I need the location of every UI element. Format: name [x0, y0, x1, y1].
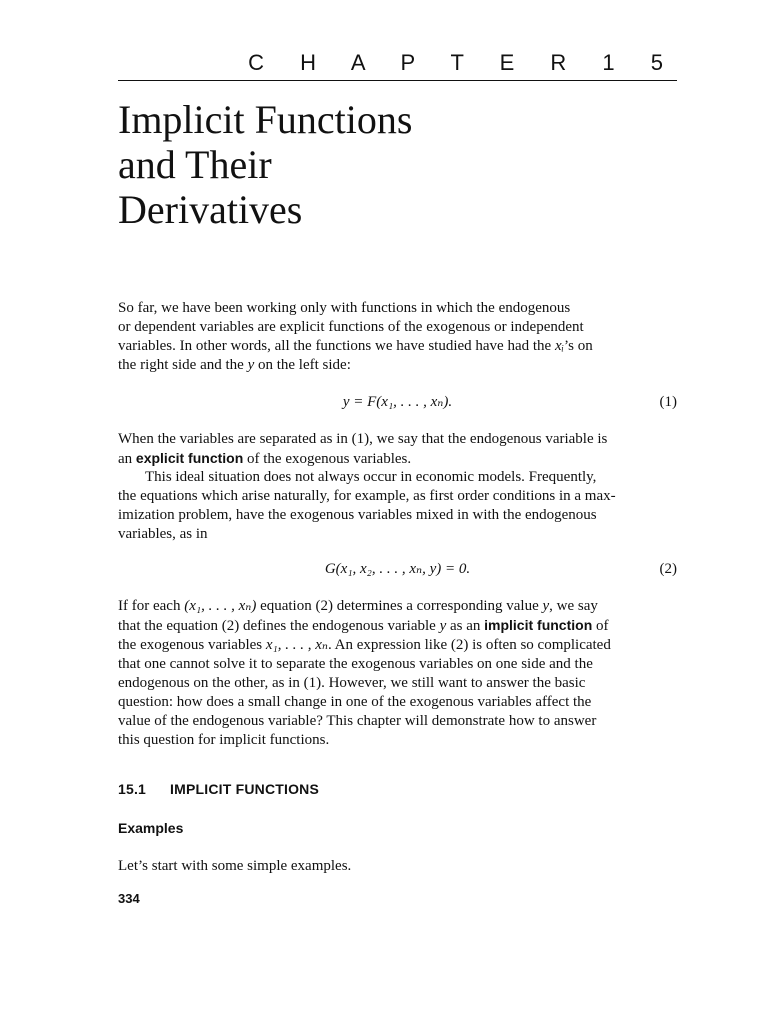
text-line: the equations which arise naturally, for example, as first order conditions in a max- [118, 488, 616, 504]
implicit-paragraph [118, 597, 677, 750]
equation-text: y = F(x₁, . . . , xₙ). [342, 394, 453, 410]
text-line: that one cannot solve it to separate the exogenous variables on one side and the [118, 656, 593, 672]
text-line: or dependent variables are explicit functions of the exogenous or independent [118, 319, 584, 335]
math-run: x₁, . . . , xₙ [265, 637, 328, 653]
chapter-title-line: Implicit Functions [118, 97, 413, 142]
intro-paragraph [118, 299, 677, 375]
text-run: the exogenous variables [118, 637, 266, 653]
text-run: an [118, 451, 136, 467]
text-line [118, 356, 677, 375]
defined-term: explicit function [135, 450, 244, 466]
section-heading [118, 781, 319, 797]
equation-text: G(x₁, x₂, . . . , xₙ, y) = 0. [324, 561, 471, 577]
text-run: . An expression like (2) is often so complicated [327, 637, 611, 653]
chapter-title [118, 97, 678, 232]
text-line: endogenous on the other, as in (1). However, we still want to answer the basic [118, 675, 586, 691]
text-line: value of the endogenous variable? This chapter will demonstrate how to answer [118, 713, 597, 729]
math-run: (x₁, . . . , xₙ) [184, 598, 257, 614]
subsection-heading: Examples [118, 820, 184, 836]
text-run: the right side and the [118, 357, 248, 373]
text-line [118, 616, 677, 636]
examples-intro-paragraph [118, 857, 677, 876]
chapter-label: C H A P T E R 1 5 [248, 50, 678, 75]
text-line [118, 636, 677, 655]
text-line: This ideal situation does not always occur in economic models. Frequently, [145, 469, 597, 485]
math-run: xᵢ [554, 338, 564, 354]
text-run: as an [446, 618, 485, 634]
text-run: that the equation (2) defines the endogenous variable [118, 618, 440, 634]
text-run: of the exogenous variables. [243, 451, 412, 467]
chapter-rule [118, 80, 677, 81]
equation-1 [118, 392, 677, 412]
text-line [118, 337, 677, 356]
text-line [118, 449, 677, 469]
text-line: Let’s start with some simple examples. [118, 858, 352, 874]
text-run: , we say [549, 598, 598, 614]
explicit-paragraph [118, 430, 677, 469]
equation-number: (2) [659, 561, 677, 577]
math-run: y [439, 618, 447, 634]
text-run: of [592, 618, 609, 634]
section-number: 15.1 [118, 781, 147, 797]
ideal-situation-paragraph [118, 468, 677, 544]
page-number: 334 [118, 891, 140, 906]
text-run: ’s on [563, 338, 593, 354]
text-run: If for each [118, 598, 185, 614]
text-line: When the variables are separated as in (1), we say that the endogenous variable is [118, 431, 608, 447]
text-line: variables, as in [118, 526, 208, 542]
text-line: this question for implicit functions. [118, 732, 330, 748]
defined-term: implicit function [484, 617, 593, 633]
text-line: So far, we have been working only with functions in which the endogenous [118, 300, 571, 316]
text-line [118, 597, 677, 616]
chapter-title-line: and Their [118, 142, 272, 187]
section-title: IMPLICIT FUNCTIONS [170, 781, 320, 797]
text-run: variables. In other words, all the functions we have studied have had the [118, 338, 555, 354]
equation-number: (1) [659, 394, 677, 410]
chapter-title-line: Derivatives [118, 187, 303, 232]
text-run: on the left side: [254, 357, 351, 373]
text-line: imization problem, have the exogenous variables mixed in with the endogenous [118, 507, 597, 523]
text-line: question: how does a small change in one of the exogenous variables affect the [118, 694, 592, 710]
math-run: y [542, 598, 550, 614]
equation-2 [118, 559, 677, 579]
math-run: y [247, 357, 255, 373]
text-run: equation (2) determines a corresponding value [256, 598, 543, 614]
